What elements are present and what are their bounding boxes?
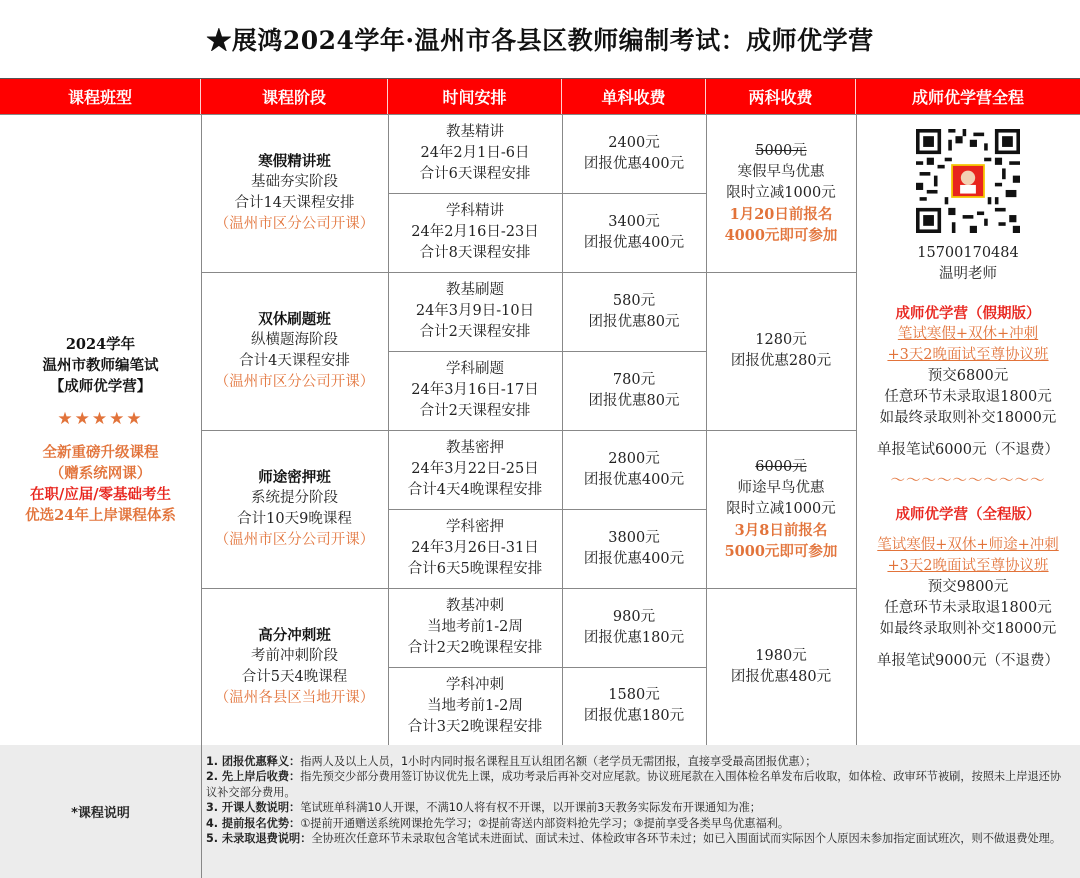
session-date: 当地考前1-2周 bbox=[427, 619, 523, 635]
note-head: 4. 提前报名优势： bbox=[206, 816, 301, 830]
header-single-fee: 单科收费 bbox=[562, 78, 706, 114]
note-item bbox=[206, 831, 1070, 846]
single-fee-group: 团报优惠400元 bbox=[583, 550, 685, 567]
stage-total: 合计14天课程安排 bbox=[234, 195, 355, 211]
two-fee-final: 5000元即可参加 bbox=[724, 542, 838, 560]
header-stage: 课程阶段 bbox=[201, 78, 388, 114]
grid-line bbox=[388, 667, 706, 668]
stage-location: （温州市区分公司开课） bbox=[214, 216, 375, 232]
full-plan-final: 如最终录取则补交18000元 bbox=[879, 621, 1057, 637]
promo-line-1: 全新重磅升级课程 bbox=[42, 443, 159, 461]
stage-total: 合计4天课程安排 bbox=[239, 353, 350, 369]
grid-line bbox=[562, 114, 563, 745]
note-item bbox=[206, 816, 1070, 831]
header-two-fee: 两科收费 bbox=[706, 78, 856, 114]
session-date: 24年3月16日-17日 bbox=[411, 382, 539, 398]
session-date: 24年3月9日-10日 bbox=[415, 303, 535, 319]
session-name: 教基密押 bbox=[446, 440, 504, 456]
grid-line bbox=[201, 272, 856, 273]
holiday-plan-content: 笔试寒假+双休+冲刺 bbox=[897, 326, 1039, 342]
single-fee-cell bbox=[562, 509, 706, 588]
grid-line bbox=[0, 78, 1080, 79]
notes-label: *课程说明 bbox=[0, 745, 201, 878]
two-fee-original-price: 6000元 bbox=[755, 458, 807, 475]
course-brand: 【成师优学营】 bbox=[49, 377, 152, 395]
two-fee-cell bbox=[706, 430, 856, 588]
full-plan-refund: 任意环节未录取退1800元 bbox=[884, 600, 1052, 616]
session-name: 学科密押 bbox=[446, 519, 504, 535]
grid-line bbox=[706, 114, 707, 745]
two-fee-discount: 限时立减1000元 bbox=[726, 500, 836, 517]
grid-line bbox=[201, 430, 856, 431]
header-course-type: 课程班型 bbox=[0, 78, 201, 114]
session-name: 教基精讲 bbox=[446, 124, 504, 140]
single-fee-cell bbox=[562, 588, 706, 667]
grid-line bbox=[388, 351, 706, 352]
note-item bbox=[206, 769, 1070, 800]
single-fee-cell bbox=[562, 351, 706, 430]
grid-line bbox=[388, 114, 389, 745]
course-exam: 温州市教师编笔试 bbox=[42, 356, 159, 374]
session-cell bbox=[388, 509, 562, 588]
two-fee-cell bbox=[706, 114, 856, 272]
holiday-plan-title: 成师优学营（假期版） bbox=[895, 305, 1041, 322]
header-schedule: 时间安排 bbox=[388, 78, 562, 114]
two-fee-cell bbox=[706, 272, 856, 430]
stage-location: （温州市区分公司开课） bbox=[214, 374, 375, 390]
course-type-cell bbox=[0, 114, 201, 745]
stage-total: 合计5天4晚课程 bbox=[241, 668, 348, 685]
single-fee-group: 团报优惠400元 bbox=[583, 471, 685, 488]
stage-phase: 考前冲刺阶段 bbox=[251, 647, 338, 664]
stage-cell bbox=[201, 588, 388, 745]
single-fee-group: 团报优惠80元 bbox=[588, 392, 680, 409]
stage-location: （温州市区分公司开课） bbox=[214, 532, 375, 548]
single-fee-cell bbox=[562, 272, 706, 351]
grid-line bbox=[388, 193, 706, 194]
note-item bbox=[206, 754, 1070, 769]
session-total: 合计6天课程安排 bbox=[419, 166, 531, 182]
session-cell bbox=[388, 351, 562, 430]
two-fee-final: 4000元即可参加 bbox=[724, 226, 838, 244]
two-fee-original-price: 5000元 bbox=[755, 142, 807, 159]
divider-tildes: ～～～～～～～～～～ bbox=[890, 473, 1046, 489]
stage-phase: 系统提分阶段 bbox=[251, 490, 338, 506]
page-title: ★展鸿2024学年·温州市各县区教师编制考试：成师优学营 bbox=[206, 26, 874, 55]
single-fee-price: 2800元 bbox=[608, 450, 660, 467]
promo-line-2: （赠系统网课） bbox=[49, 464, 152, 482]
stage-cell bbox=[201, 272, 388, 430]
single-fee-price: 580元 bbox=[612, 292, 656, 309]
session-total: 合计3天2晚课程安排 bbox=[407, 718, 543, 735]
full-program-cell bbox=[856, 114, 1080, 745]
note-head: 3. 开课人数说明： bbox=[206, 801, 301, 815]
single-fee-price: 1580元 bbox=[608, 687, 660, 703]
two-fee-price: 1980元 bbox=[755, 647, 807, 664]
contact-phone[interactable]: 15700170484 bbox=[917, 245, 1019, 261]
single-fee-price: 3800元 bbox=[608, 529, 660, 546]
course-year: 2024学年 bbox=[65, 335, 136, 353]
session-cell bbox=[388, 114, 562, 193]
holiday-plan-deposit: 预交6800元 bbox=[927, 368, 1009, 384]
session-date: 24年2月16日-23日 bbox=[411, 224, 539, 240]
header-full-program: 成师优学营全程 bbox=[856, 78, 1080, 114]
rating-stars: ★★★★★ bbox=[57, 408, 144, 429]
session-name: 学科冲刺 bbox=[446, 676, 504, 693]
single-fee-group: 团报优惠180元 bbox=[583, 629, 685, 646]
session-total: 合计4天4晚课程安排 bbox=[407, 482, 543, 498]
session-name: 学科刷题 bbox=[446, 361, 504, 377]
note-body: 指两人及以上人员，1小时内同时报名课程且互认组团名额（老学员无需团报，直接享受最高团报优惠）； bbox=[300, 755, 817, 768]
stage-phase: 基础夯实阶段 bbox=[251, 174, 338, 190]
two-fee-group: 团报优惠480元 bbox=[730, 668, 832, 685]
full-plan-content: 笔试寒假+双休+师途+冲刺 bbox=[877, 537, 1059, 553]
two-fee-offer: 师途早鸟优惠 bbox=[737, 479, 825, 496]
stage-location: （温州各县区当地开课） bbox=[214, 689, 375, 706]
note-body: 笔试班单科满10人开课，不满10人将有权不开课，以开课前3天教务实际发布开课通知为准； bbox=[300, 801, 761, 815]
two-fee-group: 团报优惠280元 bbox=[730, 353, 832, 369]
stage-name: 双休刷题班 bbox=[258, 311, 331, 328]
session-total: 合计8天课程安排 bbox=[419, 245, 531, 261]
session-date: 24年3月22日-25日 bbox=[411, 461, 539, 477]
single-fee-group: 团报优惠400元 bbox=[583, 155, 685, 172]
full-plan-content-2: +3天2晚面试至尊协议班 bbox=[887, 558, 1049, 574]
note-head: 2. 先上岸后收费： bbox=[206, 770, 301, 784]
single-fee-price: 980元 bbox=[612, 608, 656, 625]
two-fee-deadline: 3月8日前报名 bbox=[734, 521, 828, 539]
promo-line-4: 优选24年上岸课程体系 bbox=[25, 506, 176, 524]
note-body: 全协班次任意环节未录取包含笔试未进面试、面试未过、体检政审各环节未过；如已入围面试而实际因个人原因未参加指定面试班次，则不做退费处理。 bbox=[311, 832, 1062, 846]
session-total: 合计2天课程安排 bbox=[419, 324, 531, 340]
single-fee-group: 团报优惠80元 bbox=[588, 313, 680, 330]
stage-cell bbox=[201, 114, 388, 272]
two-fee-cell bbox=[706, 588, 856, 745]
session-cell bbox=[388, 588, 562, 667]
single-fee-group: 团报优惠400元 bbox=[583, 234, 685, 251]
session-name: 教基冲刺 bbox=[446, 598, 504, 614]
two-fee-offer: 寒假早鸟优惠 bbox=[737, 163, 825, 180]
session-cell bbox=[388, 272, 562, 351]
session-name: 教基刷题 bbox=[446, 282, 504, 298]
session-cell bbox=[388, 667, 562, 745]
promo-line-3: 在职/应届/零基础考生 bbox=[29, 485, 172, 503]
session-date: 24年2月1日-6日 bbox=[420, 145, 530, 161]
full-plan-single: 单报笔试9000元（不退费） bbox=[877, 653, 1059, 669]
note-body: 指先预交少部分费用签订协议优先上课，成功考录后再补交对应尾款。协议班尾款在入围体检名单发布后收取，如体检、政审环节被刷，按照未上岸退还协议补交部分费用。 bbox=[206, 770, 1062, 799]
note-head: 5. 未录取退费说明： bbox=[206, 832, 312, 846]
single-fee-cell bbox=[562, 114, 706, 193]
stage-name: 师途密押班 bbox=[258, 469, 331, 486]
session-total: 合计6天5晚课程安排 bbox=[407, 561, 543, 577]
qr-code-icon[interactable] bbox=[916, 129, 1020, 233]
contact-teacher: 温明老师 bbox=[939, 266, 997, 282]
single-fee-cell bbox=[562, 430, 706, 509]
session-name: 学科精讲 bbox=[446, 203, 504, 219]
session-total: 合计2天2晚课程安排 bbox=[407, 640, 543, 656]
stage-total: 合计10天9晚课程 bbox=[237, 511, 352, 527]
single-fee-price: 2400元 bbox=[608, 134, 660, 151]
two-fee-price: 1280元 bbox=[755, 332, 807, 348]
holiday-plan-content-2: +3天2晚面试至尊协议班 bbox=[887, 347, 1049, 363]
notes-section bbox=[202, 745, 1080, 878]
session-total: 合计2天课程安排 bbox=[419, 403, 531, 419]
two-fee-deadline: 1月20日前报名 bbox=[729, 205, 833, 223]
grid-line bbox=[201, 588, 856, 589]
holiday-plan-single: 单报笔试6000元（不退费） bbox=[877, 442, 1059, 458]
single-fee-group: 团报优惠180元 bbox=[583, 708, 685, 724]
full-plan-title: 成师优学营（全程版） bbox=[895, 506, 1041, 523]
note-body: ①提前开通赠送系统网课抢先学习；②提前寄送内部资料抢先学习；③提前享受各类早鸟优惠福利。 bbox=[300, 816, 790, 830]
single-fee-cell bbox=[562, 667, 706, 745]
single-fee-cell bbox=[562, 193, 706, 272]
grid-line bbox=[388, 509, 706, 510]
full-plan-deposit: 预交9800元 bbox=[927, 579, 1009, 595]
session-cell bbox=[388, 193, 562, 272]
holiday-plan-final: 如最终录取则补交18000元 bbox=[879, 410, 1057, 426]
session-date: 当地考前1-2周 bbox=[427, 697, 523, 714]
stage-phase: 纵横题海阶段 bbox=[251, 332, 338, 348]
single-fee-price: 3400元 bbox=[608, 213, 660, 230]
grid-line bbox=[0, 114, 1080, 115]
single-fee-price: 780元 bbox=[612, 371, 656, 388]
holiday-plan-refund: 任意环节未录取退1800元 bbox=[884, 389, 1052, 405]
note-item bbox=[206, 800, 1070, 815]
session-cell bbox=[388, 430, 562, 509]
teacher-avatar-icon bbox=[961, 171, 975, 185]
stage-name: 寒假精讲班 bbox=[258, 153, 331, 170]
grid-line bbox=[856, 114, 857, 745]
stage-name: 高分冲刺班 bbox=[258, 626, 331, 644]
stage-cell bbox=[201, 430, 388, 588]
two-fee-discount: 限时立减1000元 bbox=[726, 184, 836, 201]
session-date: 24年3月26日-31日 bbox=[411, 540, 539, 556]
note-head: 1. 团报优惠释义： bbox=[206, 755, 301, 768]
